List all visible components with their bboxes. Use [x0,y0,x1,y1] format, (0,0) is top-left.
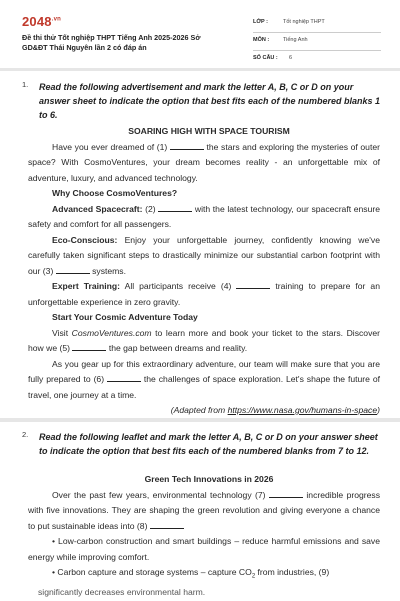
training-label: Expert Training: [52,281,121,291]
subheading-start: Start Your Cosmic Adventure Today [52,312,198,322]
question-divider [0,418,400,422]
blank-7 [269,489,303,498]
passage-2 [28,472,381,601]
document-header [0,0,400,66]
question-instruction: Read the following leaflet and mark the letter A, B, C or D on your answer sheet to indicate the option that best fits each of the numbered blanks from 7 to 12. [39,432,378,456]
advanced-paragraph [28,202,380,233]
passage-1 [28,124,381,419]
header-divider [0,68,400,71]
blank-5 [72,342,106,351]
exam-title-line1: Đề thi thử Tốt nghiệp THPT Tiếng Anh 2025-2026 Sở [22,33,201,42]
eco-paragraph [28,233,380,280]
text-span: Over the past few years, environmental technology (7) [52,489,266,500]
meta-count-label: SỐ CÂU : [253,55,278,61]
text-span: the gap between dreams and reality. [108,343,248,353]
text-span: from industries, (9) [257,567,330,577]
visit-paragraph [28,326,380,357]
text-span: As you gear up for this extraordinary adventure, our team will make sure that you are fully prepared to (6) [28,358,380,384]
passage-paragraph [28,140,380,187]
bullet-continuation: significantly decreases environmental harm. [38,587,206,598]
meta-class-value: Tốt nghiệp THPT [283,19,325,25]
text-span: Have you ever dreamed of (1) [52,141,168,152]
blank-4 [236,280,270,289]
text-span: Visit [52,327,69,338]
eco-label: Eco-Conscious: [52,234,118,245]
text-span: ) [377,405,380,415]
meta-row-subject [253,33,381,51]
meta-subject-label: MÔN : [253,37,270,43]
text-span: the stars and exploring the mysteries of outer space? With CosmoVentures, your dream becomes reality - an unforgettable mix of adventure, luxury, and advanced technology. [28,141,380,183]
meta-row-class [253,15,381,33]
question-number: 1. [22,80,29,89]
meta-count-value: 6 [289,55,293,61]
blank-2 [158,203,192,212]
text-span: with the latest technology, our spacecraft ensure safety and comfort for all passengers. [28,203,381,229]
text-span: (2) [145,203,156,214]
blank-1 [170,141,204,150]
site-logo[interactable]: $2048^{.vn}$ [22,14,62,29]
blank-6 [107,373,141,382]
bullet-item: • Low-carbon construction and smart buildings – reduce harmful emissions and save energy while improving comfort. [28,536,380,562]
bullet-item [52,565,380,585]
meta-row-count [253,51,381,69]
text-span: • Carbon capture and storage systems – capture CO [52,567,252,577]
site-name: CosmoVentures.com [71,327,152,338]
blank-3 [56,265,90,274]
meta-subject-value: Tiếng Anh [283,37,308,43]
subscript: 2 [251,573,256,580]
question-number: 2. [22,430,29,439]
text-span: Enjoy your unforgettable journey, confidently knowing we've carefully taken significant steps to drastically minimize our substantial carbon footprint with our (3) [28,234,380,276]
blank-8 [150,520,184,529]
passage-heading: Green Tech Innovations in 2026 [144,474,274,484]
subheading-why: Why Choose CosmoVentures? [52,188,178,198]
exam-meta-box [253,15,381,69]
text-span: the challenges of space exploration. Let's shape the future of travel, one journey at a time. [28,374,380,400]
training-paragraph [28,279,380,310]
text-span: All participants receive (4) [124,281,232,291]
source-link[interactable]: https://www.nasa.gov/humans-in-space [227,405,378,415]
exam-title [22,33,222,52]
text-span: systems. [92,265,126,276]
meta-class-label: LỚP : [253,19,268,25]
gear-paragraph [28,357,380,404]
advanced-label: Advanced Spacecraft: [52,203,143,214]
passage-heading: SOARING HIGH WITH SPACE TOURISM [128,126,290,136]
source-citation [38,403,380,419]
text-span: to learn more and book your ticket to the stars. Discover how we (5) [28,327,381,353]
exam-title-line2: GD&ĐT Thái Nguyên lần 2 có đáp án [22,42,147,52]
text-span: (Adapted from [170,405,226,415]
passage-paragraph [28,488,380,535]
question-instruction: Read the following advertisement and mark the letter A, B, C or D on your answer sheet to indicate the option that best fits each of the numbered blanks 1 to 6. [39,82,381,120]
text-span: training to prepare for an unforgettable experience in zero gravity. [28,281,380,307]
text-span: incredible progress with five innovations. They are shaping the green revolution and giving everyone a chance to put sustainable ideas into (8) [28,489,381,531]
